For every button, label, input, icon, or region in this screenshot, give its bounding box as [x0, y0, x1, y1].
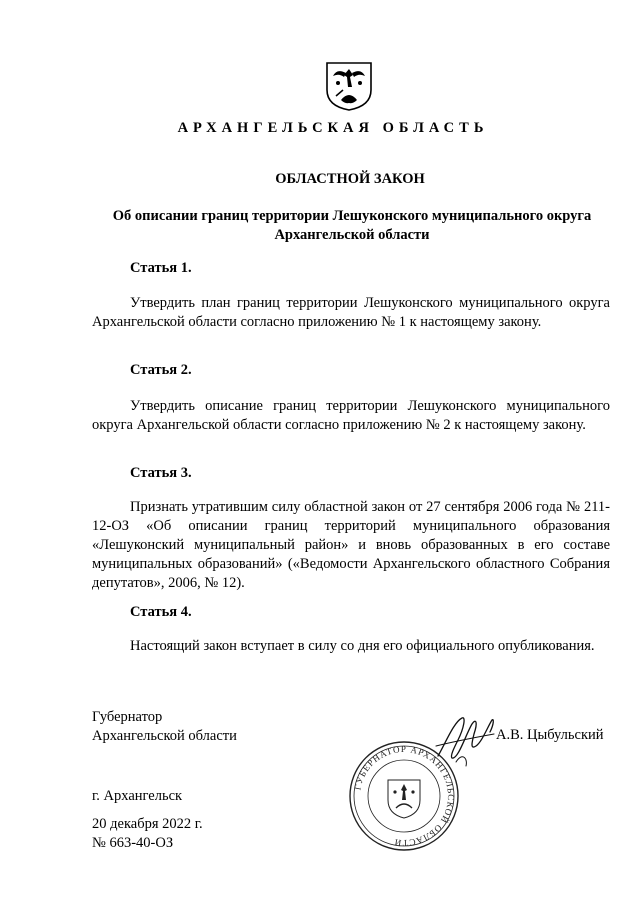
handwritten-signature-icon	[432, 712, 498, 772]
signatory-role-line: Архангельской области	[92, 728, 237, 744]
svg-text:ГУБЕРНАТОР АРХАНГЕЛЬСКОЙ ОБЛАС: ГУБЕРНАТОР АРХАНГЕЛЬСКОЙ ОБЛАСТИ	[352, 743, 457, 849]
signing-date: 20 декабря 2022 г.	[92, 816, 203, 832]
region-name: АРХАНГЕЛЬСКАЯ ОБЛАСТЬ	[177, 120, 489, 136]
law-title	[92, 207, 612, 245]
law-title-line: Об описании границ территории Лешуконского муниципального округа	[112, 208, 592, 224]
article-2-heading: Статья 2.	[130, 362, 192, 378]
article-2-text: Утвердить описание границ территории Лешуконского муниципального округа Архангельской области согласно приложению № 2 к настоящему закону.	[92, 398, 610, 433]
signatory-role	[92, 708, 237, 746]
law-title-line: Архангельской области	[274, 227, 430, 243]
signatory-role-line: Губернатор	[92, 709, 163, 725]
law-type: ОБЛАСТНОЙ ЗАКОН	[275, 171, 425, 187]
article-3-heading: Статья 3.	[130, 465, 192, 481]
article-4-heading: Статья 4.	[130, 604, 192, 620]
signatory-name: А.В. Цыбульский	[496, 727, 604, 743]
article-1-heading: Статья 1.	[130, 260, 192, 276]
signing-city: г. Архангельск	[92, 788, 183, 804]
signing-date-number	[92, 815, 203, 853]
article-3-text: Признать утратившим силу областной закон от 27 сентября 2006 года № 211-12-ОЗ «Об описании границ территорий муниципального образования «Лешуконский муниципальный район» и вновь образованных в его составе муниципальных образований» («Ведомости Архангельского областного Собрания депутатов», 2006, № 12).	[92, 499, 610, 591]
article-4-text: Настоящий закон вступает в силу со дня его официального опубликования.	[130, 638, 595, 654]
law-number: № 663-40-ОЗ	[92, 835, 174, 851]
article-1-text: Утвердить план границ территории Лешуконского муниципального округа Архангельской области согласно приложению № 1 к настоящему закону.	[92, 295, 610, 330]
archangel-coat-of-arms-icon	[323, 60, 375, 112]
